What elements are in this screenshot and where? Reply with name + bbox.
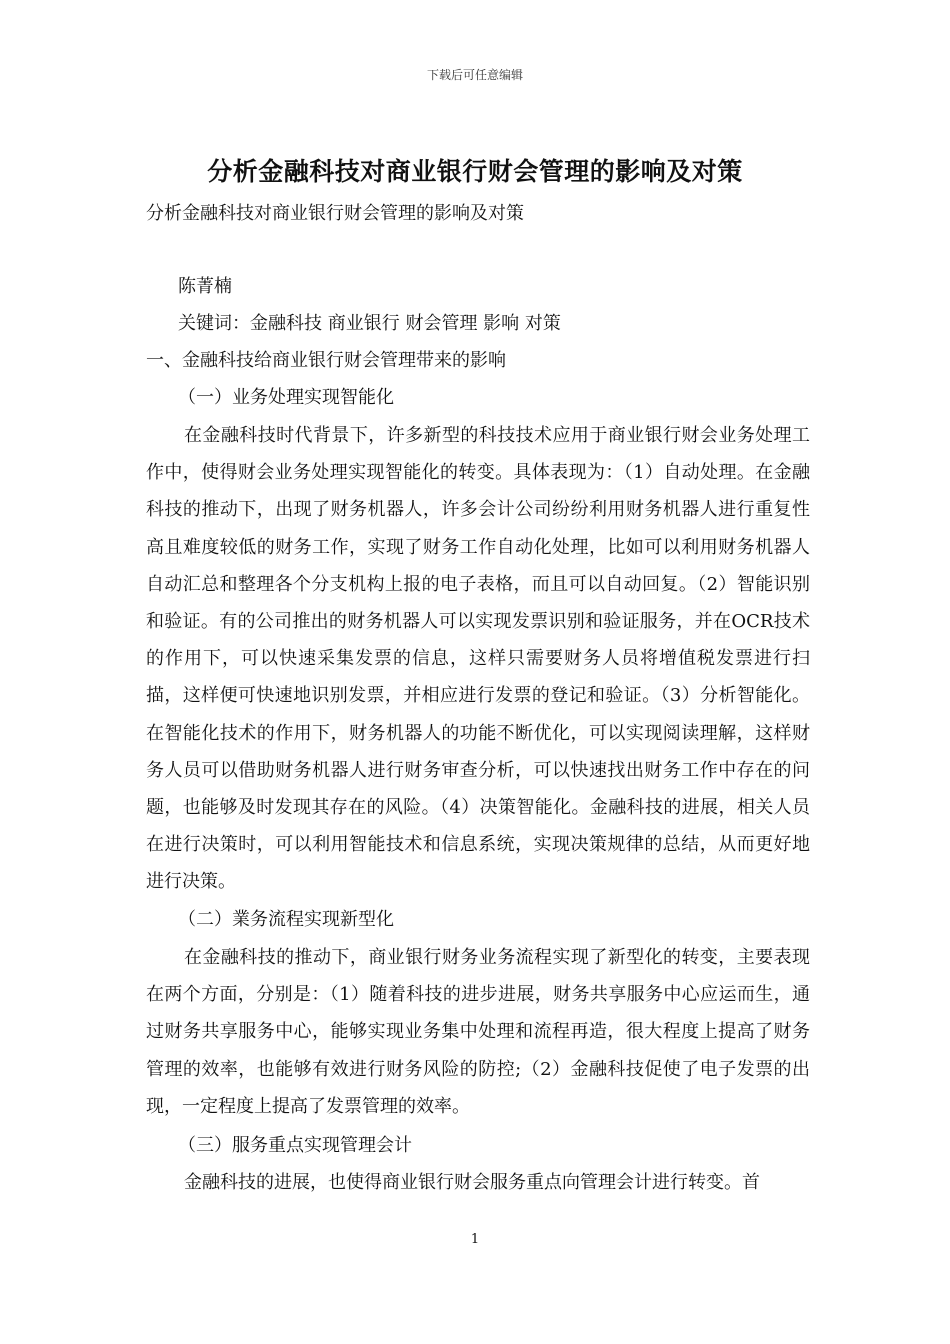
subsection-1-body	[146, 417, 810, 901]
paragraph: 金融科技的进展，也使得商业银行财会服务重点向管理会计进行转变。首	[184, 1172, 760, 1193]
subsection-heading-3: （三）服务重点实现管理会计	[178, 1135, 412, 1156]
section-heading-1: 一、金融科技给商业银行财会管理带来的影响	[146, 350, 506, 371]
header-note: 下载后可任意编辑	[426, 68, 523, 82]
paragraph: 在金融科技时代背景下，许多新型的科技技术应用于商业银行财会业务处理工作中，使得财会业务处理实现智能化的转变。具体表现为：（1）自动处理。在金融科技的推动下，出现了财务机器人，许多会计公司纷纷利用财务机器人进行重复性高且难度较低的财务工作，实现了财务工作自动化处理，比如可以利用财务机器人自动汇总和整理各个分支机构上报的电子表格，而且可以自动回复。（2）智能识别和验证。有的公司推出的财务机器人可以实现发票识别和验证服务，并在OCR技术的作用下，可以快速采集发票的信息，这样只需要财务人员将增值税发票进行扫描，这样便可快速地识别发票，并相应进行发票的登记和验证。（3）分析智能化。在智能化技术的作用下，财务机器人的功能不断优化，可以实现阅读理解，这样财务人员可以借助财务机器人进行财务审查分析，可以快速找出财务工作中存在的问题，也能够及时发现其存在的风险。（4）决策智能化。金融科技的进展，相关人员在进行决策时，可以利用智能技术和信息系统，实现决策规律的总结，从而更好地进行决策。	[146, 425, 810, 893]
subsection-heading-2: （二）業务流程实现新型化	[178, 909, 394, 930]
document-title: 分析金融科技对商业银行财会管理的影响及对策	[207, 157, 743, 186]
subsection-2-body	[146, 939, 810, 1125]
subsection-heading-1: （一）业务处理实现智能化	[178, 387, 394, 408]
author-name: 陈菁楠	[178, 276, 232, 297]
subsection-3-body	[146, 1164, 810, 1201]
document-subtitle: 分析金融科技对商业银行财会管理的影响及对策	[146, 203, 524, 224]
keywords-line: 关键词：金融科技 商业银行 财会管理 影响 对策	[178, 313, 561, 334]
paragraph: 在金融科技的推动下，商业银行财务业务流程实现了新型化的转变，主要表现在两个方面，分别是：（1）随着科技的进步进展，财务共享服务中心应运而生，通过财务共享服务中心，能够实现业务集中处理和流程再造，很大程度上提高了财务管理的效率，也能够有效进行财务风险的防控;（2）金融科技促使了电子发票的出现，一定程度上提高了发票管理的效率。	[146, 947, 810, 1117]
page-number: 1	[470, 1232, 480, 1247]
